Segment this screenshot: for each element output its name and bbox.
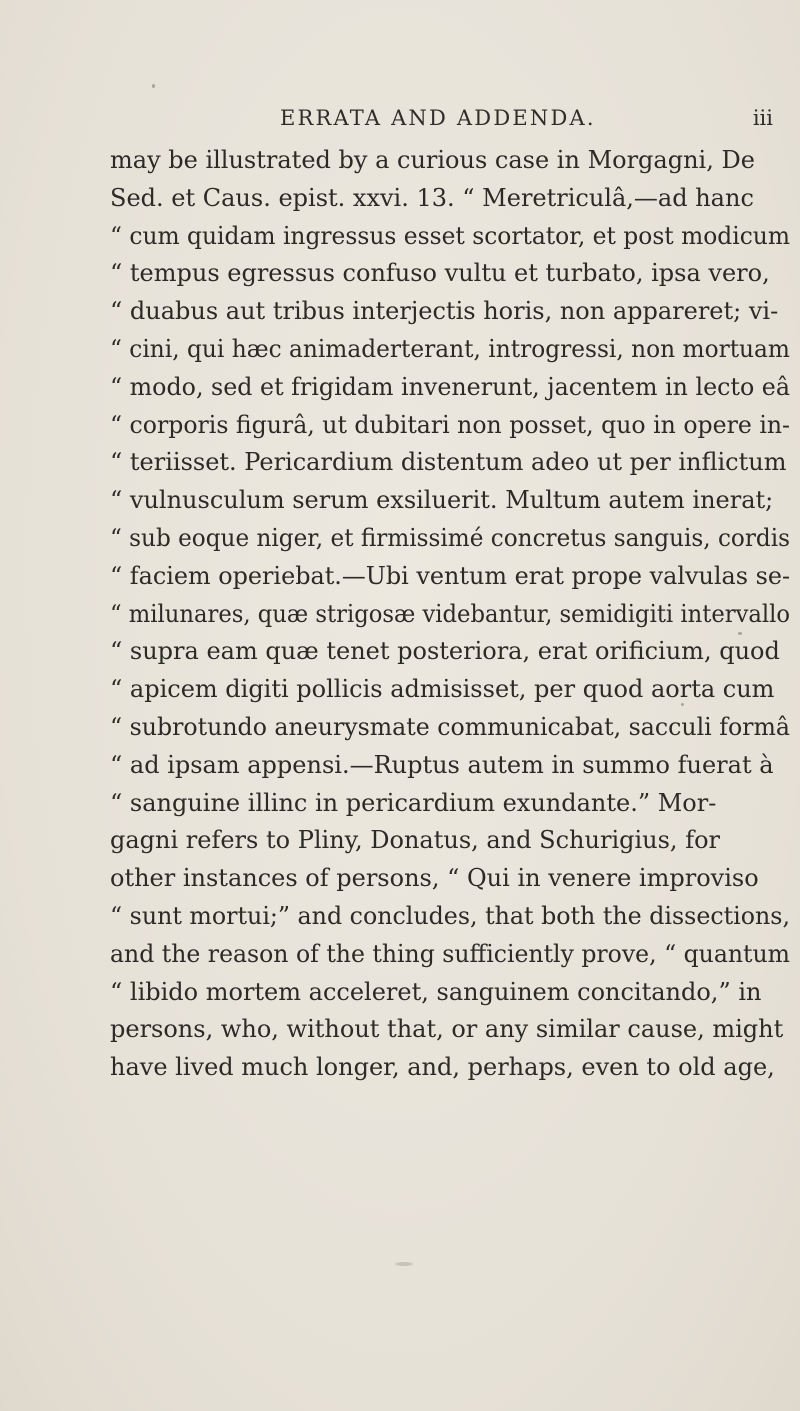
page-number: iii: [752, 106, 773, 130]
text-line: [110, 520, 790, 558]
text-line: [110, 407, 790, 445]
paper-speck: [681, 703, 684, 706]
text-line: [110, 482, 790, 520]
text-line-content: “ teriisset. Pericardium distentum adeo ut per inflictum: [110, 448, 787, 477]
running-head-title: ERRATA AND ADDENDA.: [280, 106, 596, 130]
text-line-content: “ ad ipsam appensi.—Ruptus autem in summo fuerat à: [110, 750, 774, 779]
text-line-content: “ libido mortem acceleret, sanguinem concitando,” in: [110, 977, 762, 1006]
text-line: [110, 633, 790, 671]
text-line-content: have lived much longer, and, perhaps, even to old age,: [110, 1053, 775, 1082]
text-line: [110, 596, 790, 634]
text-line-content: “ subrotundo aneurysmate communicabat, sacculi formâ: [110, 712, 790, 741]
text-line: [110, 558, 790, 596]
text-line-content: “ milunares, quæ strigosæ videbantur, semidigiti intervallo: [110, 599, 791, 628]
text-line-content: “ supra eam quæ tenet posteriora, erat orificium, quod: [110, 637, 780, 666]
text-line-content: “ tempus egressus confuso vultu et turbato, ipsa vero,: [110, 259, 770, 288]
text-line-content: “ apicem digiti pollicis admisisset, per quod aorta cum: [110, 675, 775, 704]
text-line: [110, 747, 790, 785]
paper-speck: [152, 84, 155, 88]
text-line: [110, 785, 790, 823]
text-line: [110, 331, 790, 369]
text-line-content: “ modo, sed et frigidam invenerunt, jacentem in lecto eâ: [110, 372, 790, 401]
text-line: [110, 142, 790, 180]
text-line-content: “ cini, qui hæc animaderterant, introgressi, non mortuam: [110, 334, 790, 363]
text-line-content: “ sub eoque niger, et firmissimé concretus sanguis, cordis: [110, 523, 790, 552]
text-line: [110, 218, 790, 256]
text-line: [110, 444, 790, 482]
text-line-content: “ corporis figurâ, ut dubitari non posset, quo in opere in-: [110, 410, 791, 439]
text-line-content: may be illustrated by a curious case in Morgagni, De: [110, 146, 755, 174]
text-line-content: and the reason of the thing sufficiently prove, “ quantum: [110, 939, 790, 968]
text-line: [110, 709, 790, 747]
text-line-content: “ sunt mortui;” and concludes, that both the dissections,: [110, 901, 790, 930]
running-head: [0, 92, 800, 132]
text-line: [110, 860, 790, 898]
text-line-content: other instances of persons, “ Qui in venere improviso: [110, 864, 759, 893]
body-text: [110, 142, 790, 1087]
text-line: [110, 822, 790, 860]
text-line-content: “ cum quidam ingressus esset scortator, et post modicum: [110, 221, 790, 250]
text-line: [110, 671, 790, 709]
text-line: [110, 293, 790, 331]
text-line-content: Sed. et Caus. epist. xxvi. 13. “ Meretriculâ,—ad hanc: [110, 183, 754, 212]
text-line-content: “ vulnusculum serum exsiluerit. Multum autem inerat;: [110, 486, 774, 515]
paper-speck: [395, 1262, 413, 1266]
text-line: [110, 369, 790, 407]
text-line-content: “ faciem operiebat.—Ubi ventum erat prope valvulas se-: [110, 561, 791, 590]
text-line-content: “ sanguine illinc in pericardium exundante.” Mor-: [110, 788, 717, 817]
text-line-content: persons, who, without that, or any similar cause, might: [110, 1015, 784, 1044]
text-line: [110, 936, 790, 974]
text-line-content: “ duabus aut tribus interjectis horis, non appareret; vi-: [110, 297, 779, 326]
text-line: [110, 898, 790, 936]
text-line: [110, 180, 790, 218]
text-line: [110, 255, 790, 293]
text-line-content: gagni refers to Pliny, Donatus, and Schurigius, for: [110, 826, 720, 855]
text-line: [110, 974, 790, 1012]
text-line: [110, 1049, 790, 1087]
paper-speck: [738, 632, 742, 635]
text-line: [110, 1011, 790, 1049]
